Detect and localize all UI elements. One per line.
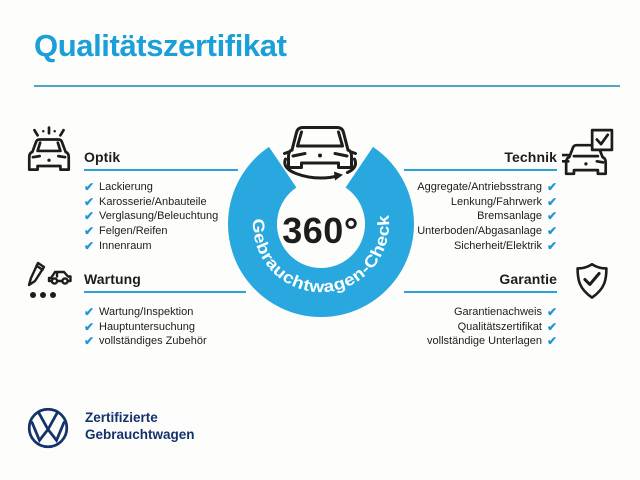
- check-icon: ✔: [546, 224, 557, 239]
- section-garantie: [404, 267, 557, 349]
- check-item: [84, 238, 238, 253]
- check-item-label: Karosserie/Anbauteile: [99, 195, 207, 208]
- check-icon: ✔: [546, 305, 557, 320]
- check-icon: ✔: [84, 224, 95, 239]
- section-garantie-title: Garantie: [499, 271, 557, 287]
- check-item-label: Garantienachweis: [453, 306, 542, 319]
- section-wartung-title: Wartung: [84, 271, 141, 287]
- check-item: [417, 180, 557, 195]
- check-icon: ✔: [84, 305, 95, 320]
- check-icon: ✔: [546, 238, 557, 253]
- check-icon: ✔: [546, 194, 557, 209]
- check-item-label: Unterboden/Abgasanlage: [417, 225, 542, 238]
- check-item-label: Innenraum: [99, 239, 152, 252]
- section-optik-divider: [84, 169, 238, 171]
- section-technik-title: Technik: [504, 149, 557, 165]
- car-front-rotation-icon: [285, 128, 356, 181]
- page-title: Qualitätszertifikat: [34, 28, 287, 63]
- check-item-label: Verglasung/Beleuchtung: [99, 210, 219, 223]
- check-item-label: Hauptuntersuchung: [99, 320, 196, 333]
- check-item-label: Lenkung/Fahrwerk: [450, 195, 542, 208]
- check-icon: ✔: [84, 238, 95, 253]
- check-item-label: Qualitätszertifikat: [457, 320, 542, 333]
- check-icon: ✔: [84, 180, 95, 195]
- shield-check-icon: [572, 261, 612, 309]
- check-item: [84, 209, 238, 224]
- check-item: [454, 305, 557, 320]
- check-item: [84, 180, 238, 195]
- title-divider: [34, 85, 620, 87]
- check-item-label: vollständige Unterlagen: [427, 335, 542, 348]
- check-item: [427, 334, 557, 349]
- check-item: [477, 209, 557, 224]
- check-icon: ✔: [84, 194, 95, 209]
- check-item: [417, 224, 557, 239]
- check-item-label: Aggregate/Antriebsstrang: [417, 181, 542, 194]
- brand-line1: Zertifizierte: [85, 410, 158, 425]
- check-item-label: Felgen/Reifen: [99, 225, 168, 238]
- check-item: [454, 238, 557, 253]
- check-item-label: Wartung/Inspektion: [99, 306, 194, 319]
- check-item: [84, 334, 246, 349]
- check-icon: ✔: [84, 319, 95, 334]
- check-icon: ✔: [546, 209, 557, 224]
- check-item-label: vollständiges Zubehör: [99, 335, 207, 348]
- check-item-label: Lackierung: [99, 181, 153, 194]
- check-item: [84, 224, 238, 239]
- vw-logo: [26, 406, 70, 450]
- badge-360-check: [220, 112, 424, 322]
- check-icon: ✔: [84, 334, 95, 349]
- check-item-label: Bremsanlage: [477, 210, 542, 223]
- section-optik-items: [84, 180, 238, 253]
- car-shine-icon: [24, 126, 74, 180]
- section-garantie-items: [404, 305, 557, 349]
- badge-degree-label: 360°: [282, 210, 359, 251]
- brand-text: [85, 410, 195, 443]
- brand-line2: Gebrauchtwagen: [85, 426, 195, 442]
- car-checkbox-icon: [562, 128, 614, 178]
- section-garantie-divider: [404, 291, 557, 293]
- check-item: [458, 320, 557, 335]
- section-technik-items: [404, 180, 557, 253]
- section-technik-divider: [404, 169, 557, 171]
- check-item-label: Sicherheit/Elektrik: [453, 239, 542, 252]
- pencil-car-icon: [24, 258, 74, 304]
- check-icon: ✔: [84, 209, 95, 224]
- check-icon: ✔: [546, 180, 557, 195]
- section-technik: [404, 145, 557, 253]
- section-optik: [84, 145, 238, 253]
- check-icon: ✔: [546, 334, 557, 349]
- check-item: [451, 195, 557, 210]
- badge-ring-label: Gebrauchtwagen-Check: [248, 215, 394, 297]
- section-optik-title: Optik: [84, 149, 121, 165]
- check-icon: ✔: [546, 319, 557, 334]
- check-item: [84, 195, 238, 210]
